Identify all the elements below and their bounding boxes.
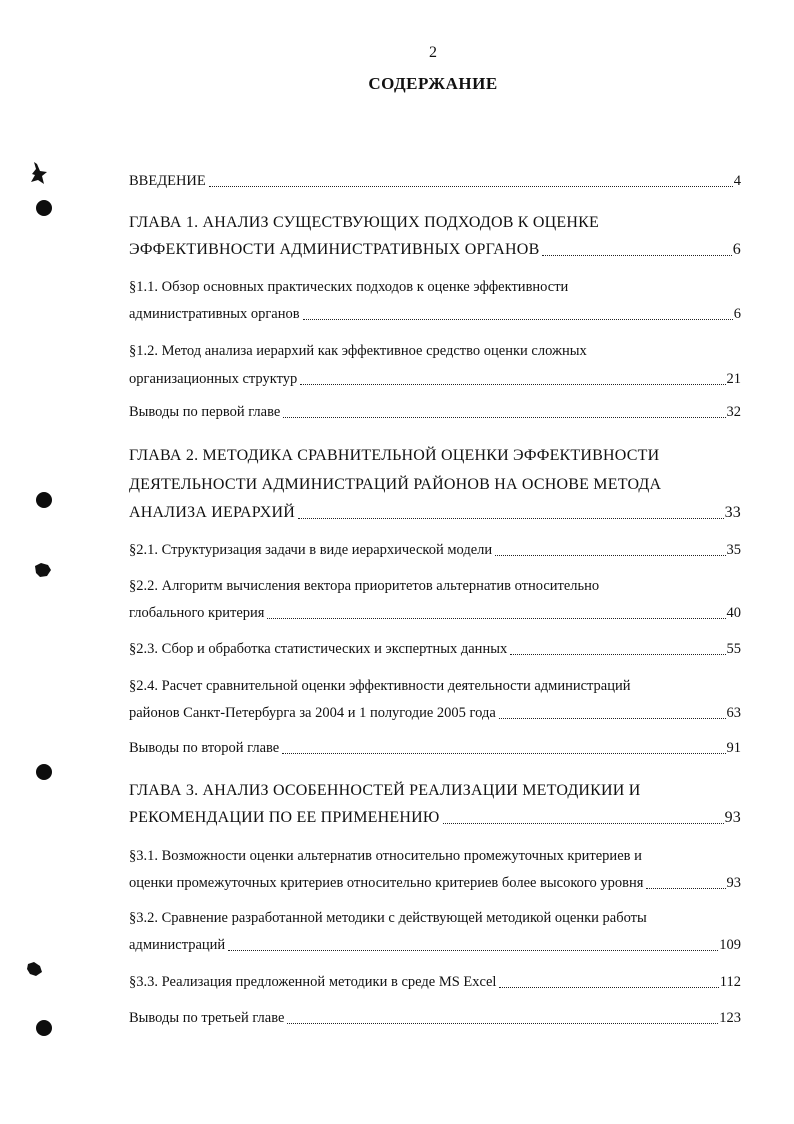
toc-entry-chapter[interactable]: ДЕЯТЕЛЬНОСТИ АДМИНИСТРАЦИЙ РАЙОНОВ НА ОСНОВЕ МЕТОДА: [129, 476, 662, 493]
toc-entry[interactable]: Выводы по третьей главе 123: [129, 1010, 741, 1026]
toc-entry[interactable]: §1.1. Обзор основных практических подходов к оценке эффективности: [129, 279, 569, 295]
toc-entry[interactable]: §2.2. Алгоритм вычисления вектора приоритетов альтернатив относительно: [129, 578, 600, 594]
toc-entry[interactable]: §2.1. Структуризация задачи в виде иерархической модели 35: [129, 542, 741, 558]
toc-entry[interactable]: §1.2. Метод анализа иерархий как эффективное средство оценки сложных: [129, 343, 587, 359]
page-number: 2: [429, 44, 437, 61]
toc-entry-chapter[interactable]: ГЛАВА 3. АНАЛИЗ ОСОБЕННОСТЕЙ РЕАЛИЗАЦИИ МЕТОДИКИИ И: [129, 782, 641, 799]
toc-entry-chapter[interactable]: АНАЛИЗА ИЕРАРХИЙ 33: [129, 504, 741, 521]
toc-entry[interactable]: §3.1. Возможности оценки альтернатив относительно промежуточных критериев и: [129, 848, 642, 864]
toc-entry[interactable]: районов Санкт-Петербурга за 2004 и 1 полугодие 2005 года 63: [129, 705, 741, 721]
toc-entry-chapter[interactable]: ЭФФЕКТИВНОСТИ АДМИНИСТРАТИВНЫХ ОРГАНОВ 6: [129, 241, 741, 258]
toc-entry[interactable]: глобального критерия 40: [129, 605, 741, 621]
toc-entry[interactable]: §2.4. Расчет сравнительной оценки эффективности деятельности администраций: [129, 678, 631, 694]
toc-entry-chapter[interactable]: РЕКОМЕНДАЦИИ ПО ЕЕ ПРИМЕНЕНИЮ 93: [129, 809, 741, 826]
toc-entry[interactable]: §2.3. Сбор и обработка статистических и экспертных данных 55: [129, 641, 741, 657]
toc-entry-chapter[interactable]: ГЛАВА 2. МЕТОДИКА СРАВНИТЕЛЬНОЙ ОЦЕНКИ ЭФФЕКТИВНОСТИ: [129, 447, 660, 464]
toc-entry[interactable]: ВВЕДЕНИЕ 4: [129, 173, 741, 189]
toc-entry-chapter[interactable]: ГЛАВА 1. АНАЛИЗ СУЩЕСТВУЮЩИХ ПОДХОДОВ К ОЦЕНКЕ: [129, 214, 599, 231]
toc-entry[interactable]: оценки промежуточных критериев относительно критериев более высокого уровня 93: [129, 875, 741, 891]
toc-entry[interactable]: Выводы по первой главе 32: [129, 404, 741, 420]
toc-entry[interactable]: Выводы по второй главе 91: [129, 740, 741, 756]
toc-entry[interactable]: §3.3. Реализация предложенной методики в среде MS Excel 112: [129, 974, 741, 990]
toc-entry[interactable]: административных органов 6: [129, 306, 741, 322]
page-title: СОДЕРЖАНИЕ: [368, 74, 498, 93]
toc-entry[interactable]: организационных структур 21: [129, 371, 741, 387]
toc-entry[interactable]: §3.2. Сравнение разработанной методики с действующей методикой оценки работы: [129, 910, 647, 926]
toc-entry[interactable]: администраций 109: [129, 937, 741, 953]
